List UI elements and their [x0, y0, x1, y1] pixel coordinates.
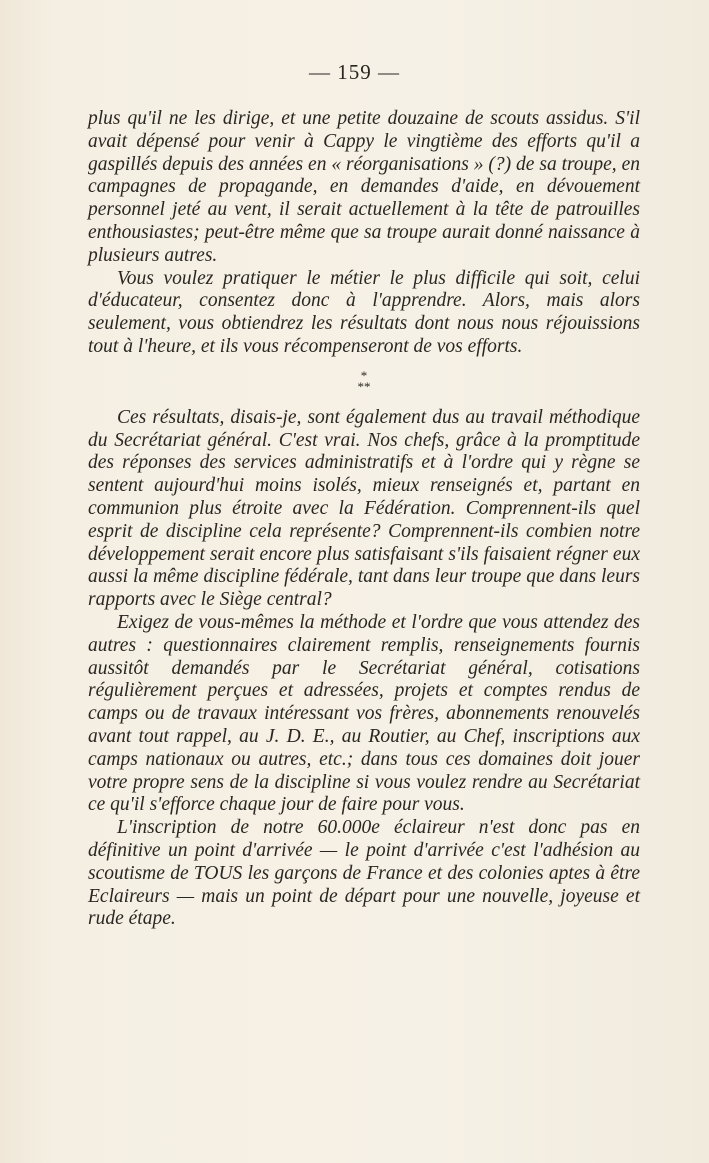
- separator-bottom-stars: **: [357, 378, 371, 394]
- section-separator: [88, 367, 640, 394]
- page-number: — 159 —: [309, 60, 400, 84]
- paragraph-3: Ces résultats, disais-je, sont également dus au travail méthodique du Secrétariat général. C'est vrai. Nos chefs, grâce à la promptitude des réponses des services administratifs et à l'ordre qui y règne se sentent aujourd'hui moins isolés, mieux renseignés et, partant en communion plus étroite avec la Fédération. Comprennent-ils quel esprit de discipline cela représente? Comprennent-ils combien notre développement serait encore plus satisfaisant s'ils faisaient régner eux aussi la même discipline fédérale, tant dans leur troupe que dans leurs rapports avec le Siège central?: [88, 406, 640, 611]
- paragraph-2: Vous voulez pratiquer le métier le plus difficile qui soit, celui d'éducateur, consentez donc à l'apprendre. Alors, mais alors seulement, vous obtiendrez les résultats dont nous nous réjouissions tout à l'heure, et ils vous récompenseront de vos efforts.: [88, 267, 640, 357]
- paragraph-4: Exigez de vous-mêmes la méthode et l'ordre que vous attendez des autres : questionnaires clairement remplis, renseignements fournis aussitôt demandés par le Secrétariat général, cotisations régulièrement perçues et adressées, projets et comptes rendus de camps ou de travaux intéressant vos frères, abonnements renouvelés avant tout rappel, au J. D. E., au Routier, au Chef, inscriptions aux camps nationaux ou autres, etc.; dans tous ces domaines doit jouer votre propre sens de la discipline si vous voulez rendre au Secrétariat ce qu'il s'efforce chaque jour de faire pour vous.: [88, 611, 640, 816]
- separator-top-star: *: [360, 367, 368, 383]
- paragraph-1: plus qu'il ne les dirige, et une petite douzaine de scouts assidus. S'il avait dépensé pour venir à Cappy le vingtième des efforts qu'il a gaspillés depuis des années en « réorganisations » (?) de sa troupe, en campagnes de propagande, en demandes d'aide, en dévouement personnel jeté au vent, il serait actuellement à la tête de patrouilles enthousiastes; peut-être même que sa troupe aurait donné naissance à plusieurs autres.: [88, 108, 640, 266]
- paragraph-5: L'inscription de notre 60.000e éclaireur n'est donc pas en définitive un point d'arrivée — le point d'arrivée c'est l'adhésion au scoutisme de TOUS les garçons de France et des colonies aptes à être Eclaireurs — mais un point de départ pour une nouvelle, joyeuse et rude étape.: [88, 817, 640, 930]
- body-text: [88, 108, 640, 931]
